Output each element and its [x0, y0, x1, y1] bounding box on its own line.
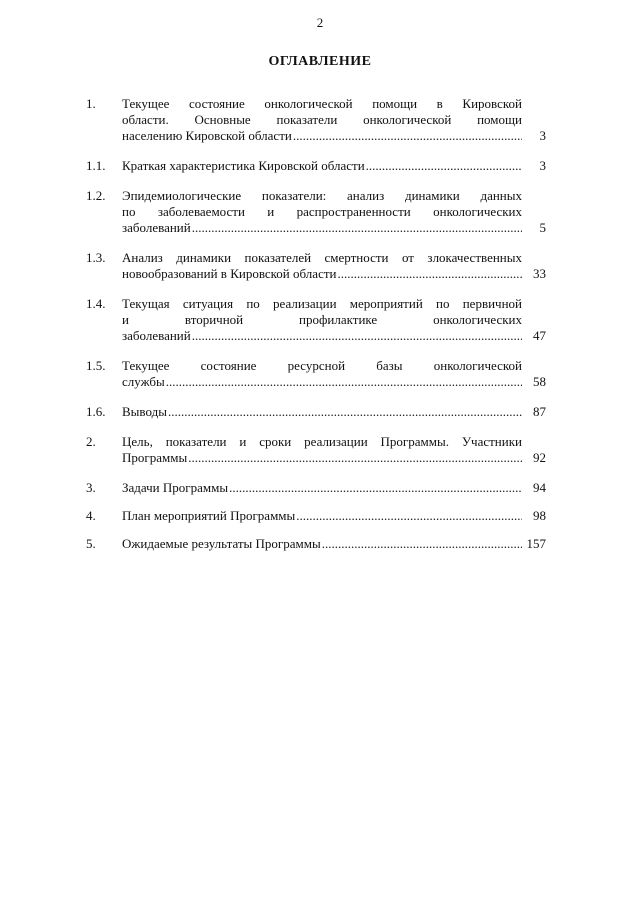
- toc-entry[interactable]: [86, 296, 546, 344]
- toc-entry-text: Задачи Программы: [122, 480, 229, 495]
- toc-entry-number: 1.1.: [86, 158, 106, 173]
- toc-entry-text: заболеваний: [122, 220, 191, 235]
- dot-leader: [293, 128, 522, 144]
- toc-entry-number: 1.3.: [86, 250, 106, 265]
- toc-entry-text: Выводы: [122, 404, 167, 419]
- toc-entry-page: 5: [539, 220, 546, 235]
- toc-entry-text: Текущая ситуация по реализации мероприятий по первичной: [122, 296, 522, 311]
- dot-leader: [322, 536, 522, 552]
- toc-entry[interactable]: [86, 508, 546, 524]
- dot-leader: [366, 158, 522, 174]
- toc-entry-page: 94: [533, 480, 546, 495]
- toc-entry-text: службы: [122, 374, 165, 389]
- toc-entry-page: 87: [533, 404, 546, 419]
- toc-entry[interactable]: [86, 250, 546, 282]
- dot-leader: [188, 450, 522, 466]
- toc-entry[interactable]: [86, 404, 546, 420]
- toc-entry-text: Текущее состояние онкологической помощи в Кировской: [122, 96, 522, 111]
- dot-leader: [296, 508, 522, 524]
- toc-entry[interactable]: [86, 480, 546, 496]
- toc-entry-page: 47: [533, 328, 546, 343]
- toc-entry-page: 3: [539, 128, 546, 143]
- toc-entry-page: 92: [533, 450, 546, 465]
- toc-entry-text: Анализ динамики показателей смертности от злокачественных: [122, 250, 522, 265]
- toc-entry-text: области. Основные показатели онкологической помощи: [122, 112, 522, 127]
- dot-leader: [192, 220, 522, 236]
- toc-entry-page: 58: [533, 374, 546, 389]
- toc-entry-number: 5.: [86, 536, 96, 551]
- toc-entry-text: и вторичной профилактике онкологических: [122, 312, 522, 327]
- dot-leader: [337, 266, 522, 282]
- toc-entry-text: Краткая характеристика Кировской области: [122, 158, 365, 173]
- toc-entry-number: 4.: [86, 508, 96, 523]
- toc-entry-page: 157: [526, 536, 546, 551]
- table-of-contents: [86, 96, 546, 552]
- toc-entry-page: 98: [533, 508, 546, 523]
- toc-entry-text: по заболеваемости и распространенности онкологических: [122, 204, 522, 219]
- toc-entry-text: Ожидаемые результаты Программы: [122, 536, 321, 551]
- toc-entry-text: Программы: [122, 450, 188, 465]
- toc-entry-text: План мероприятий Программы: [122, 508, 296, 523]
- toc-entry-number: 2.: [86, 434, 96, 449]
- toc-entry-number: 1.6.: [86, 404, 106, 419]
- toc-entry-number: 1.: [86, 96, 96, 111]
- dot-leader: [192, 328, 522, 344]
- toc-entry-text: Цель, показатели и сроки реализации Программы. Участники: [122, 434, 522, 449]
- toc-entry[interactable]: [86, 96, 546, 144]
- dot-leader: [166, 374, 522, 390]
- toc-entry-number: 1.2.: [86, 188, 106, 203]
- page-number: 2: [316, 15, 324, 30]
- toc-entry-number: 3.: [86, 480, 96, 495]
- toc-entry-text: новообразований в Кировской области: [122, 266, 337, 281]
- toc-entry-text: Эпидемиологические показатели: анализ динамики данных: [122, 188, 522, 203]
- toc-entry-number: 1.4.: [86, 296, 106, 311]
- toc-entry[interactable]: [86, 158, 546, 174]
- toc-entry-number: 1.5.: [86, 358, 106, 373]
- toc-entry[interactable]: [86, 358, 546, 390]
- toc-entry[interactable]: [86, 536, 546, 552]
- toc-entry-page: 3: [539, 158, 546, 173]
- toc-entry-text: заболеваний: [122, 328, 191, 343]
- toc-entry-text: Текущее состояние ресурсной базы онкологической: [122, 358, 522, 373]
- toc-title: ОГЛАВЛЕНИЕ: [268, 54, 372, 69]
- toc-entry[interactable]: [86, 188, 546, 236]
- toc-entry-text: населению Кировской области: [122, 128, 292, 143]
- toc-entry-page: 33: [533, 266, 546, 281]
- dot-leader: [229, 480, 522, 496]
- dot-leader: [168, 404, 522, 420]
- toc-entry[interactable]: [86, 434, 546, 466]
